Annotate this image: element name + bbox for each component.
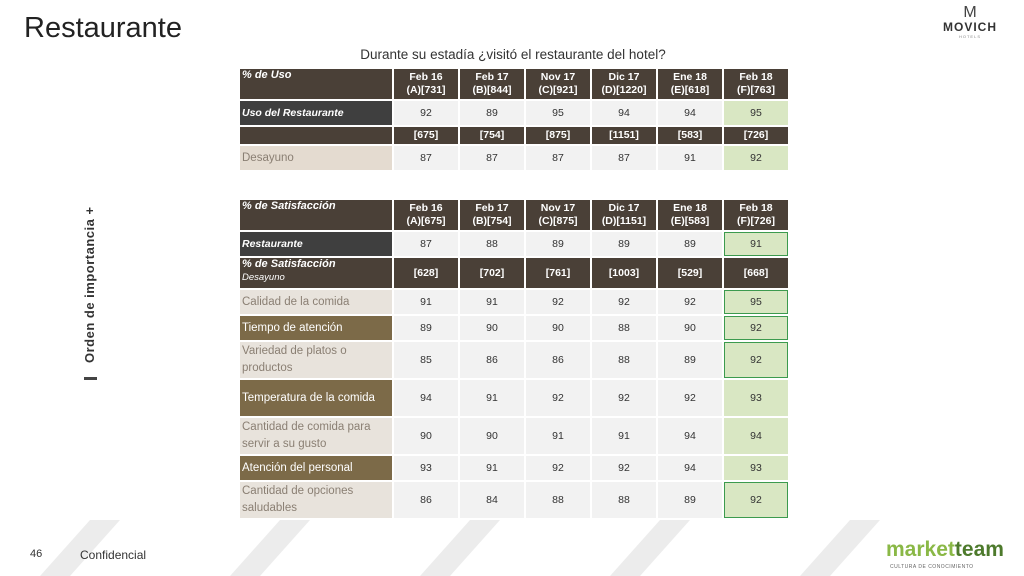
usage-table	[238, 67, 790, 172]
minus-bar-icon	[84, 377, 97, 380]
table-row: Tiempo de atención 89 90 90 88 90 92	[240, 316, 788, 340]
table-row: Uso del Restaurante 92 89 95 94 94 95	[240, 101, 788, 125]
base-size-row: [675] [754] [875] [1151] [583] [726]	[240, 127, 788, 144]
table-row: Cantidad de comida para servir a su gusto 90 90 91 91 94 94	[240, 418, 788, 454]
table-row: Restaurante 87 88 89 89 89 91	[240, 232, 788, 256]
decorative-background-stripes	[0, 520, 1024, 576]
table-row: Variedad de platos o productos 85 86 86 88 89 92	[240, 342, 788, 378]
question-subtitle: Durante su estadía ¿visitó el restaurante del hotel?	[360, 47, 666, 62]
page-title: Restaurante	[24, 12, 182, 44]
marketteam-tagline: CULTURA DE CONOCIMIENTO	[890, 564, 974, 570]
marketteam-logo: marketteam	[886, 538, 1004, 561]
confidential-label: Confidencial	[80, 548, 147, 562]
table-row: Atención del personal 93 91 92 92 94 93	[240, 456, 788, 480]
satisfaction-table-header: % de Satisfacción Feb 16 (A)[675] Feb 17 (B)[754] Nov 17 (C)[875] Dic 17 (D)[1151] Ene 18 (E)[583] Feb 18 (F)[726]	[240, 200, 788, 230]
table-row: Temperatura de la comida 94 91 92 92 92 93	[240, 380, 788, 416]
satisfaction-table	[238, 198, 790, 520]
breakfast-header-row: % de Satisfacción Desayuno [628] [702] [761] [1003] [529] [668]	[240, 258, 788, 288]
movich-logo: M MOVICH HOTELS	[940, 6, 1000, 42]
table-row: Cantidad de opciones saludables 86 84 88 88 89 92	[240, 482, 788, 518]
table-row: Desayuno 87 87 87 87 91 92	[240, 146, 788, 170]
importance-axis-label: Orden de importancia +	[82, 206, 97, 380]
table-row: Calidad de la comida 91 91 92 92 92 95	[240, 290, 788, 314]
usage-table-header: % de Uso Feb 16 (A)[731] Feb 17 (B)[844] Nov 17 (C)[921] Dic 17 (D)[1220] Ene 18 (E)[618] Feb 18 (F)[763]	[240, 69, 788, 99]
page-number: 46	[30, 548, 43, 560]
movich-logo-mark-icon: M	[963, 4, 977, 21]
